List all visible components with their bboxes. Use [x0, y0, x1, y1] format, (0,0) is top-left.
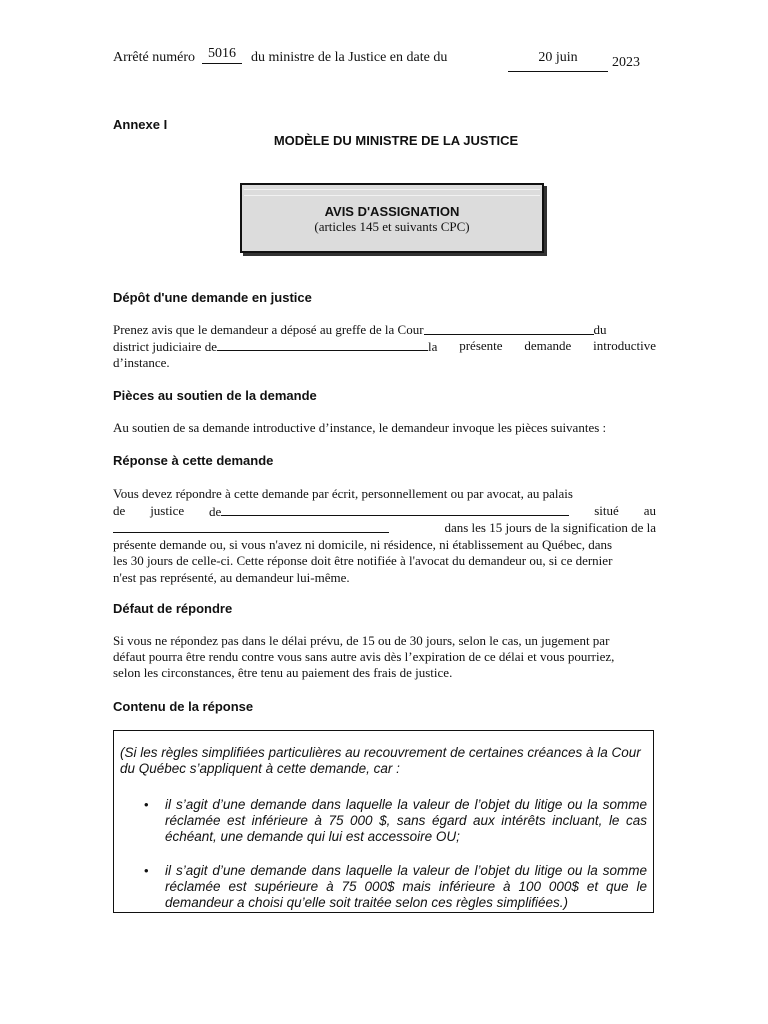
depot-text-8: d’instance.	[113, 355, 170, 370]
bullet-2-glyph: •	[144, 863, 149, 878]
reponse-line-1: Vous devez répondre à cette demande par écrit, personnellement ou par avocat, au palais	[113, 486, 573, 501]
blank-cour	[424, 322, 594, 335]
order-number: 5016	[202, 46, 242, 64]
reponse-de: de	[113, 502, 126, 518]
order-prefix: Arrêté numéro	[113, 50, 196, 65]
heading-pieces: Pièces au soutien de la demande	[113, 388, 317, 403]
depot-text-4: la	[427, 339, 438, 354]
order-header	[113, 46, 673, 76]
reponse-line-6: n'est pas représenté, au demandeur lui-même.	[113, 569, 350, 585]
blank-district	[217, 338, 428, 351]
reponse-situe: situé	[594, 502, 619, 518]
avis-subtitle: (articles 145 et suivants CPC)	[314, 219, 470, 234]
simplified-rules-box	[113, 730, 654, 913]
order-year: 2023	[612, 55, 640, 70]
depot-text-1: Prenez avis que le demandeur a déposé au greffe de la Cour	[113, 322, 424, 337]
paragraph-defaut	[113, 633, 656, 681]
depot-text-5: présente	[459, 338, 503, 353]
defaut-line-3: selon les circonstances, être tenu au paiement des frais de justice.	[113, 665, 453, 680]
annexe-label: Annexe I	[113, 117, 168, 132]
depot-text-3: district judiciaire de	[113, 339, 217, 354]
heading-contenu: Contenu de la réponse	[113, 699, 254, 714]
bullet-2-text: il s’agit d’une demande dans laquelle la valeur de l’objet du litige ou la somme réclamée est supérieure à 75 000$ mais inférieure à 100 000$ et que le demandeur a choisi qu’elle soit traitée selon ces règles simplifiées.)	[165, 863, 647, 910]
order-mid-text: du ministre de la Justice en date du	[251, 50, 448, 65]
bullet-1-text: il s’agit d’une demande dans laquelle la valeur de l’objet du litige ou la somme réclamée est inférieure à 75 000 $, sans égard aux intérêts incluant, le cas échéant, une demande qui lui est accessoire OU;	[165, 797, 647, 844]
heading-depot: Dépôt d'une demande en justice	[113, 290, 312, 305]
defaut-line-1: Si vous ne répondez pas dans le délai prévu, de 15 ou de 30 jours, selon le cas, un jugement par	[113, 633, 610, 648]
order-date: 20 juin	[508, 50, 608, 72]
paragraph-pieces: Au soutien de sa demande introductive d’instance, le demandeur invoque les pièces suivantes :	[113, 420, 607, 435]
reponse-justice: justice	[150, 502, 185, 518]
reponse-de-2: de	[209, 503, 222, 519]
reponse-au: au	[643, 502, 656, 518]
heading-reponse: Réponse à cette demande	[113, 453, 274, 468]
box-intro: (Si les règles simplifiées particulières au recouvrement de certaines créances à la Cour du Québec s’appliquent à cette demande, car :	[120, 745, 641, 776]
reponse-line-4: présente demande ou, si vous n'avez ni domicile, ni résidence, ni établissement au Québec, dans	[113, 536, 613, 552]
depot-text-2: du	[593, 322, 607, 337]
heading-defaut: Défaut de répondre	[113, 601, 233, 616]
page-title: MODÈLE DU MINISTRE DE LA JUSTICE	[273, 133, 519, 148]
blank-palais	[221, 503, 569, 516]
paragraph-depot	[113, 322, 656, 371]
reponse-line-3: dans les 15 jours de la signification de la	[444, 520, 656, 535]
depot-text-7: introductive	[593, 338, 656, 353]
blank-adresse	[113, 520, 389, 533]
defaut-line-2: défaut pourra être rendu contre vous sans autre avis dès l’expiration de ce délai et vous pourriez,	[113, 649, 615, 664]
reponse-line-5: les 30 jours de celle-ci. Cette réponse doit être notifiée à l'avocat du demandeur ou, si ce dernier	[113, 553, 613, 568]
paragraph-reponse	[113, 486, 656, 586]
avis-assignation-box	[240, 183, 544, 253]
avis-title: AVIS D'ASSIGNATION	[324, 204, 460, 219]
depot-text-6: demande	[524, 338, 572, 353]
bullet-1-glyph: •	[144, 797, 149, 812]
